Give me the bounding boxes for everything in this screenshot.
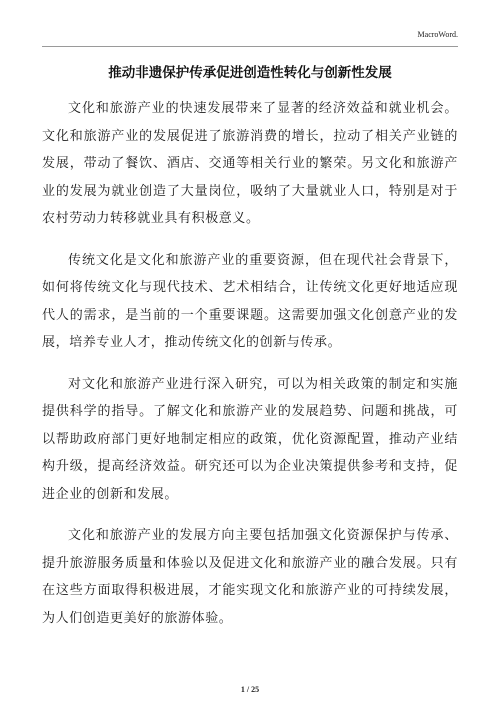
- body-paragraph: 文化和旅游产业的快速发展带来了显著的经济效益和就业机会。文化和旅游产业的发展促进了旅游消费的增长，拉动了相关产业链的发展，带动了餐饮、酒店、交通等相关行业的繁荣。另文化和旅游产业的发展为就业创造了大量岗位，吸纳了大量就业人口，特别是对于农村劳动力转移就业具有积极意义。: [42, 101, 458, 226]
- header-divider: [42, 46, 458, 47]
- document-body: [42, 95, 458, 646]
- document-title: 推动非遗保护传承促进创造性转化与创新性发展: [108, 65, 392, 81]
- page-number: 1 / 25: [240, 685, 260, 694]
- body-paragraph: 传统文化是文化和旅游产业的重要资源，但在现代社会背景下，如何将传统文化与现代技术、艺术相结合，让传统文化更好地适应现代人的需求，是当前的一个重要课题。这需要加强文化创意产业的发展，培养专业人才，推动传统文化的创新与传承。: [42, 252, 458, 350]
- body-paragraph: 对文化和旅游产业进行深入研究，可以为相关政策的制定和实施提供科学的指导。了解文化和旅游产业的发展趋势、问题和挑战，可以帮助政府部门更好地制定相应的政策，优化资源配置，推动产业结构升级，提高经济效益。研究还可以为企业决策提供参考和支持，促进企业的创新和发展。: [42, 376, 458, 502]
- header-brand: MacroWord.: [417, 30, 458, 39]
- body-paragraph: 文化和旅游产业的发展方向主要包括加强文化资源保护与传承、提升旅游服务质量和体验以及促进文化和旅游产业的融合发展。只有在这些方面取得积极进展，才能实现文化和旅游产业的可持续发展，为人们创造更美好的旅游体验。: [42, 528, 458, 626]
